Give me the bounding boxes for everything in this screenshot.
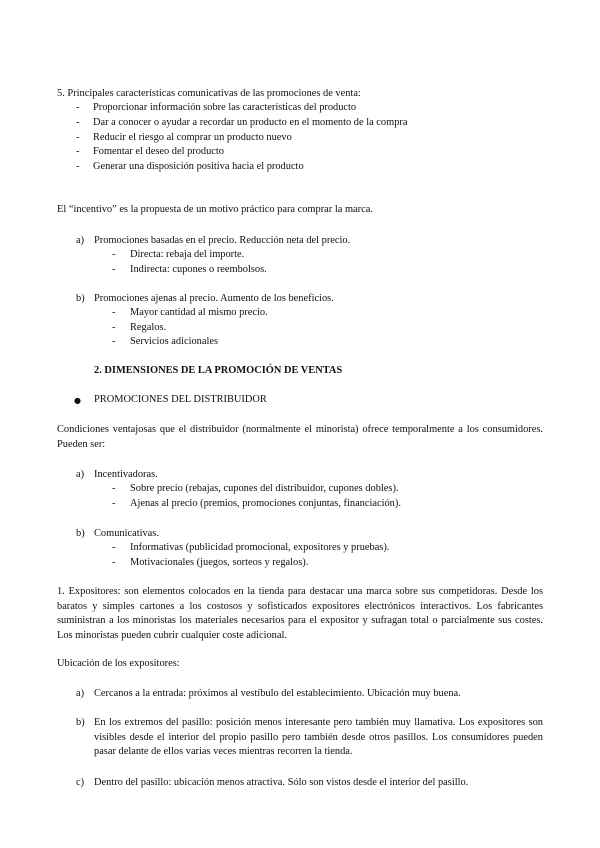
- promo-a-subitem: Directa: rebaja del importe.: [130, 249, 245, 260]
- dash-bullet: -: [76, 117, 80, 128]
- promo-b-text: Promociones ajenas al precio. Aumento de los beneficios.: [94, 293, 334, 304]
- section5-item: Proporcionar información sobre las características del producto: [93, 102, 357, 113]
- ubicacion-heading: Ubicación de los expositores:: [57, 658, 180, 669]
- promo-b-subitem: Regalos.: [130, 322, 167, 333]
- promo-b-subitem: Servicios adicionales: [130, 336, 219, 347]
- incentive-definition: El “incentivo” es la propuesta de un motivo práctico para comprar la marca.: [57, 204, 373, 215]
- comunicativas-subitem: Motivacionales (juegos, sorteos y regalos).: [130, 557, 309, 568]
- promo-b-label: b): [76, 293, 85, 304]
- section5-item: Generar una disposición positiva hacia el producto: [93, 161, 304, 172]
- dash-bullet: -: [112, 542, 116, 553]
- dash-bullet: -: [112, 264, 116, 275]
- promo-a-subitem: Indirecta: cupones o reembolsos.: [130, 264, 267, 275]
- conditions-paragraph: Condiciones ventajosas que el distribuidor (normalmente el minorista) ofrece temporalmente a los consumidores. Pueden ser:: [57, 424, 543, 450]
- filled-circle-icon: ●: [74, 396, 81, 405]
- dash-bullet: -: [112, 498, 116, 509]
- expositores-paragraph: 1. Expositores: son elementos colocados en la tienda para destacar una marca sobre sus competidoras. Desde los baratos y simples cartones a los costosos y sofisticados expositores electrónicos interactivos. Los fabricantes suministran a los minoristas los materiales necesarios para el expositor y sufragan total o parcialmente sus costes. Los minoristas pueden cubrir cualquier coste adicional.: [57, 586, 543, 641]
- section5-heading: 5. Principales características comunicativas de las promociones de venta:: [57, 88, 361, 99]
- incentivadoras-subitem: Sobre precio (rebajas, cupones del distribuidor, cupones dobles).: [130, 483, 399, 494]
- dimensions-heading: 2. DIMENSIONES DE LA PROMOCIÓN DE VENTAS: [94, 365, 343, 376]
- incentivadoras-text: Incentivadoras.: [94, 469, 158, 480]
- dash-bullet: -: [112, 249, 116, 260]
- dash-bullet: -: [112, 307, 116, 318]
- ubicacion-text: Dentro del pasillo: ubicación menos atractiva. Sólo son vistos desde el interior del pasillo.: [94, 777, 469, 788]
- dash-bullet: -: [112, 336, 116, 347]
- dash-bullet: -: [112, 557, 116, 568]
- promo-a-text: Promociones basadas en el precio. Reducción neta del precio.: [94, 235, 351, 246]
- comunicativas-text: Comunicativas.: [94, 528, 159, 539]
- distributor-promotions-heading: PROMOCIONES DEL DISTRIBUIDOR: [94, 394, 267, 405]
- dash-bullet: -: [76, 132, 80, 143]
- dash-bullet: -: [112, 483, 116, 494]
- section5-item: Dar a conocer o ayudar a recordar un producto en el momento de la compra: [93, 117, 408, 128]
- ubicacion-label: b): [76, 717, 85, 728]
- ubicacion-text: Cercanos a la entrada: próximos al vestíbulo del establecimiento. Ubicación muy buena.: [94, 688, 461, 699]
- ubicacion-label: a): [76, 688, 85, 699]
- dash-bullet: -: [76, 102, 80, 113]
- promo-a-label: a): [76, 235, 85, 246]
- dash-bullet: -: [76, 161, 80, 172]
- comunicativas-subitem: Informativas (publicidad promocional, expositores y pruebas).: [130, 542, 390, 553]
- section5-item: Reducir el riesgo al comprar un producto nuevo: [93, 132, 292, 143]
- dash-bullet: -: [112, 322, 116, 333]
- dash-bullet: -: [76, 146, 80, 157]
- section5-item: Fomentar el deseo del producto: [93, 146, 224, 157]
- ubicacion-text: En los extremos del pasillo: posición menos interesante pero también muy llamativa. Los expositores son visibles desde el interior del propio pasillo pero también desde otros pasillos. Los consumidores pueden pasar delante de ellos varias veces mientras recorren la tienda.: [94, 717, 543, 758]
- promo-b-subitem: Mayor cantidad al mismo precio.: [130, 307, 268, 318]
- incentivadoras-label: a): [76, 469, 85, 480]
- ubicacion-label: c): [76, 777, 85, 788]
- incentivadoras-subitem: Ajenas al precio (premios, promociones conjuntas, financiación).: [130, 498, 401, 509]
- comunicativas-label: b): [76, 528, 85, 539]
